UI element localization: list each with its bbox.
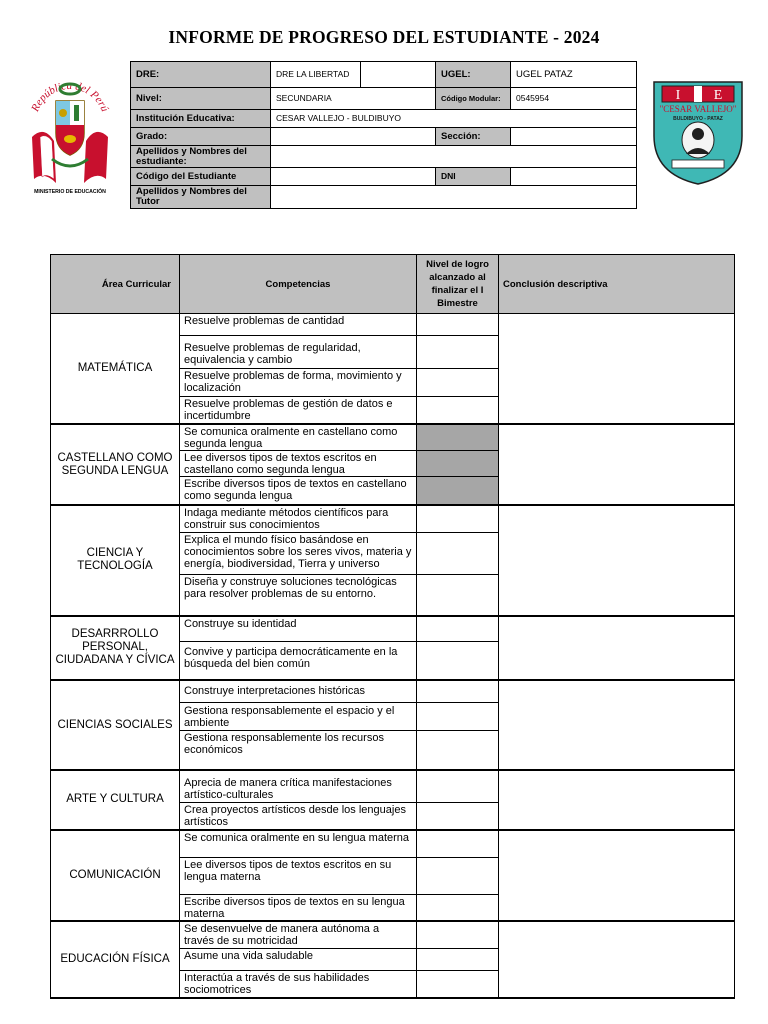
codigo-modular-label: Código Modular: [436, 88, 511, 110]
nivel-cell[interactable] [417, 802, 499, 829]
dni-value[interactable] [511, 168, 637, 186]
competencia: Asume una vida saludable [180, 949, 417, 971]
dre-spacer [361, 62, 436, 88]
nivel-cell[interactable] [417, 680, 499, 703]
student-info-table [130, 61, 637, 209]
institucion-value: CESAR VALLEJO - BULDIBUYO [271, 110, 637, 128]
nivel-cell[interactable] [417, 921, 499, 948]
competencia: Lee diversos tipos de textos escritos en su lengua materna [180, 858, 417, 895]
dre-label: DRE: [131, 62, 271, 88]
nivel-cell[interactable] [417, 336, 499, 368]
competencia: Resuelve problemas de cantidad [180, 314, 417, 336]
dre-value: DRE LA LIBERTAD [271, 62, 361, 88]
nivel-cell[interactable] [417, 477, 499, 505]
nivel-cell[interactable] [417, 574, 499, 615]
conclusion-cell[interactable] [499, 770, 735, 829]
grado-value[interactable] [271, 128, 436, 146]
logo-caption: MINISTERIO DE EDUCACIÓN [34, 189, 106, 195]
header-area: Área Curricular [51, 255, 180, 314]
competencia: Indaga mediante métodos científicos para construir sus conocimientos [180, 505, 417, 532]
codigo-estudiante-value[interactable] [271, 168, 436, 186]
grado-label: Grado: [131, 128, 271, 146]
institucion-label: Institución Educativa: [131, 110, 271, 128]
competencia: Convive y participa democráticamente en la búsqueda del bien común [180, 642, 417, 680]
competencia: Gestiona responsablemente los recursos económicos [180, 730, 417, 770]
area-arte-cultura: ARTE Y CULTURA [51, 770, 180, 829]
logo-school-name: "CESAR VALLEJO" [659, 104, 737, 114]
competencia: Resuelve problemas de regularidad, equivalencia y cambio [180, 336, 417, 368]
area-ciencia-tecnologia: CIENCIA Y TECNOLOGÍA [51, 505, 180, 616]
seccion-value[interactable] [511, 128, 637, 146]
conclusion-cell[interactable] [499, 616, 735, 680]
conclusion-cell[interactable] [499, 314, 735, 424]
competencia: Interactúa a través de sus habilidades sociomotrices [180, 971, 417, 998]
nivel-cell[interactable] [417, 424, 499, 451]
competencia: Lee diversos tipos de textos escritos en castellano como segunda lengua [180, 451, 417, 477]
nivel-cell[interactable] [417, 730, 499, 770]
competencia: Se comunica oralmente en castellano como segunda lengua [180, 424, 417, 451]
dni-label: DNI [436, 168, 511, 186]
competencia: Escribe diversos tipos de textos en su lengua materna [180, 895, 417, 922]
conclusion-cell[interactable] [499, 921, 735, 998]
school-crest-logo [648, 74, 748, 186]
nivel-cell[interactable] [417, 858, 499, 895]
nivel-cell[interactable] [417, 642, 499, 680]
area-educacion-fisica: EDUCACIÓN FÍSICA [51, 921, 180, 998]
progress-table [50, 254, 735, 999]
nivel-cell[interactable] [417, 895, 499, 922]
conclusion-cell[interactable] [499, 505, 735, 616]
logo-letter-e: E [713, 88, 723, 103]
apellidos-tutor-value[interactable] [271, 186, 637, 209]
area-desarrollo-personal: DESARRROLLO PERSONAL, CIUDADANA Y CÍVICA [51, 616, 180, 680]
conclusion-cell[interactable] [499, 830, 735, 922]
nivel-cell[interactable] [417, 314, 499, 336]
competencia: Aprecia de manera crítica manifestaciones artístico-culturales [180, 770, 417, 802]
nivel-cell[interactable] [417, 703, 499, 730]
nivel-cell[interactable] [417, 949, 499, 971]
codigo-estudiante-label: Código del Estudiante [131, 168, 271, 186]
competencia: Construye su identidad [180, 616, 417, 642]
nivel-cell[interactable] [417, 830, 499, 858]
competencia: Se comunica oralmente en su lengua materna [180, 830, 417, 858]
competencia: Explica el mundo físico basándose en conocimientos sobre los seres vivos, materia y energía, biodiversidad, Tierra y universo [180, 532, 417, 574]
nivel-cell[interactable] [417, 505, 499, 532]
nivel-cell[interactable] [417, 616, 499, 642]
nivel-cell[interactable] [417, 396, 499, 424]
nivel-cell[interactable] [417, 368, 499, 396]
codigo-modular-value: 0545954 [511, 88, 637, 110]
competencia: Resuelve problemas de forma, movimiento y localización [180, 368, 417, 396]
nivel-value: SECUNDARIA [271, 88, 436, 110]
ugel-label: UGEL: [436, 62, 511, 88]
conclusion-cell[interactable] [499, 424, 735, 505]
seccion-label: Sección: [436, 128, 511, 146]
competencia: Crea proyectos artísticos desde los lenguajes artísticos [180, 802, 417, 829]
logo-location: BULDIBUYO - PATAZ [673, 116, 723, 122]
apellidos-tutor-label: Apellidos y Nombres del Tutor [131, 186, 271, 209]
competencia: Gestiona responsablemente el espacio y el ambiente [180, 703, 417, 730]
logo-letter-i: I [675, 88, 681, 103]
competencia: Se desenvuelve de manera autónoma a través de su motricidad [180, 921, 417, 948]
nivel-cell[interactable] [417, 451, 499, 477]
nivel-cell[interactable] [417, 532, 499, 574]
area-matematica: MATEMÁTICA [51, 314, 180, 424]
apellidos-estudiante-value[interactable] [271, 146, 637, 168]
header-nivel: Nivel de logro alcanzado al finalizar el I Bimestre [417, 255, 499, 314]
area-castellano: CASTELLANO COMO SEGUNDA LENGUA [51, 424, 180, 505]
nivel-cell[interactable] [417, 770, 499, 802]
conclusion-cell[interactable] [499, 680, 735, 770]
competencia: Construye interpretaciones históricas [180, 680, 417, 703]
peru-coat-of-arms-logo [26, 75, 114, 197]
nivel-cell[interactable] [417, 971, 499, 998]
competencia: Escribe diversos tipos de textos en castellano como segunda lengua [180, 477, 417, 505]
ugel-value: UGEL PATAZ [511, 62, 637, 88]
page-title: INFORME DE PROGRESO DEL ESTUDIANTE - 2024 [168, 27, 600, 47]
competencia: Resuelve problemas de gestión de datos e incertidumbre [180, 396, 417, 424]
logo-arc-text: República del Perú [29, 79, 111, 114]
header-competencias: Competencias [180, 255, 417, 314]
competencia: Diseña y construye soluciones tecnológicas para resolver problemas de su entorno. [180, 574, 417, 615]
area-ciencias-sociales: CIENCIAS SOCIALES [51, 680, 180, 770]
apellidos-estudiante-label: Apellidos y Nombres del estudiante: [131, 146, 271, 168]
header-conclusion: Conclusión descriptiva [499, 255, 735, 314]
area-comunicacion: COMUNICACIÓN [51, 830, 180, 922]
nivel-label: Nivel: [131, 88, 271, 110]
